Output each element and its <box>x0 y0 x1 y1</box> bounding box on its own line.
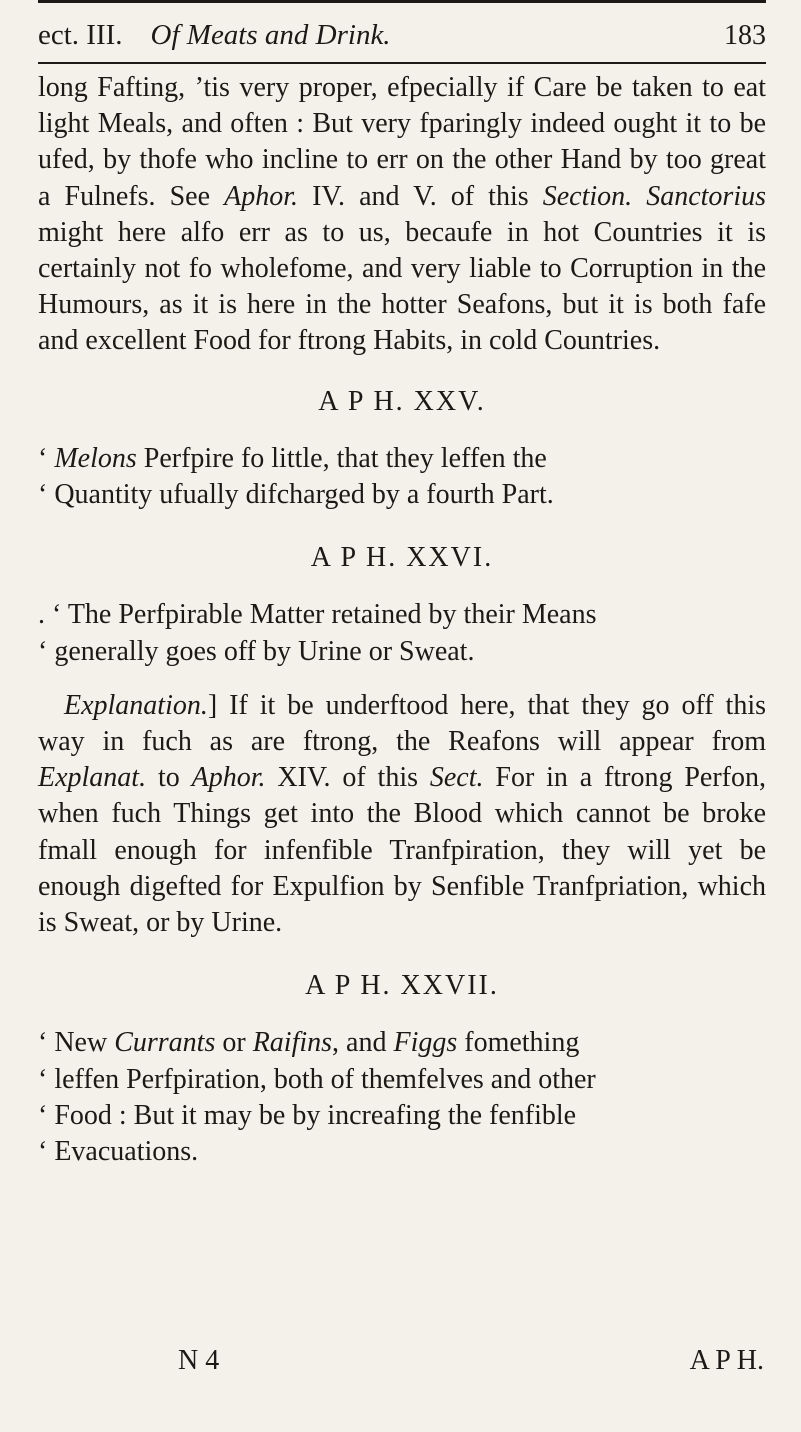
aphorism-heading-25: A P H. XXV. <box>318 385 486 417</box>
aphorism-25-line-1: ‘ Melons Perfpire fo little, that they leffen the <box>38 442 547 474</box>
section-marker: ect. III. <box>38 19 123 51</box>
aphorism-27-line-2: ‘ leffen Perfpiration, both of themfelves and other <box>38 1063 596 1095</box>
page-body <box>38 70 766 1170</box>
page-footer <box>178 1345 764 1377</box>
running-title: Of Meats and Drink. <box>150 19 391 51</box>
aphorism-25-line-2: ‘ Quantity ufually difcharged by a fourth Part. <box>38 479 554 511</box>
header-rule <box>38 62 766 64</box>
aphorism-heading-27: A P H. XXVII. <box>305 970 499 1002</box>
aphorism-26-line-1: . ‘ The Perfpirable Matter retained by their Means <box>38 599 597 631</box>
aphorism-26-line-2: ‘ generally goes off by Urine or Sweat. <box>38 635 475 667</box>
signature-mark: N 4 <box>178 1345 220 1376</box>
explanation-paragraph: Explanation.] If it be underftood here, that they go off this way in fuch as are ftrong, the Reafons will appear from Explanat. to Aphor. XIV. of this Sect. For in a ftrong Perfon, when fuch Things get into the Blood which cannot be broke fmall enough for infenfible Tranfpiration, they will yet be enough digefted for Expulfion by Senfible Tranfpriation, which is Sweat, or by Urine. <box>38 689 766 939</box>
page-number: 183 <box>724 20 766 51</box>
aphorism-27-line-4: ‘ Evacuations. <box>38 1136 199 1168</box>
paragraph-continued: long Fafting, ’tis very proper, efpecially if Care be taken to eat light Meals, and often : But very fparingly indeed ought it to be ufed, by thofe who incline to err on the other Hand by too great a Fulnefs. See Aphor. IV. and V. of this Section. Sanctorius might here alfo err as to us, becaufe in hot Countries it is certainly not fo wholefome, and very liable to Corruption in the Humours, as it is here in the hotter Seafons, but it is both fafe and excellent Food for ftrong Habits, in cold Countries. <box>38 72 766 357</box>
running-header <box>38 10 766 50</box>
aphorism-27-line-1: ‘ New Currants or Raifins, and Figgs fomething <box>38 1027 580 1059</box>
aphorism-27-line-3: ‘ Food : But it may be by increafing the fenfible <box>38 1099 577 1131</box>
catchword: A P H. <box>689 1345 764 1376</box>
aphorism-heading-26: A P H. XXVI. <box>310 542 494 574</box>
header-top-rule <box>38 0 766 3</box>
